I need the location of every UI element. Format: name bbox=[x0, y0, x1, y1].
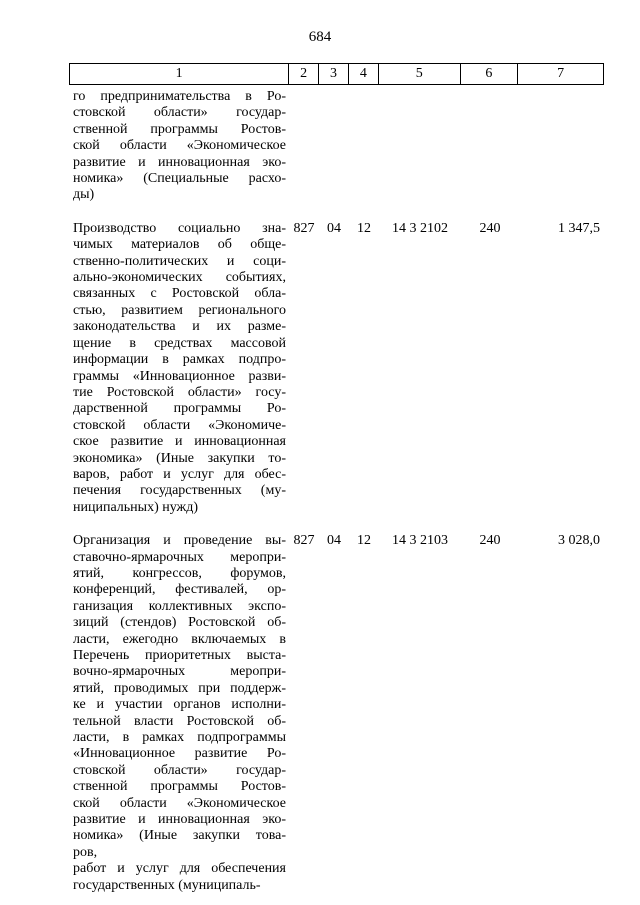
description-line: Организация и проведение вы- bbox=[73, 533, 286, 549]
description-line: го предпринимательства в Ро- bbox=[73, 89, 286, 104]
description-line: чимых материалов об обще- bbox=[73, 237, 286, 253]
description-line: стью, развитием регионального bbox=[73, 302, 286, 318]
column-header-2: 2 bbox=[289, 64, 319, 84]
description-line: граммы «Инновационное разви- bbox=[73, 368, 286, 384]
row-gap bbox=[69, 516, 604, 533]
description-line: ское развитие и инновационная bbox=[73, 434, 286, 450]
description-line: Перечень приоритетных выста- bbox=[73, 648, 286, 663]
table-body bbox=[69, 89, 604, 894]
table-header bbox=[69, 63, 604, 85]
cell-c2: 827 bbox=[293, 533, 315, 549]
description-line: ласти, в рамках подпрограммы bbox=[73, 730, 286, 746]
table-row bbox=[69, 533, 604, 894]
row-description bbox=[69, 221, 289, 516]
description-line: стовской области» государ- bbox=[73, 105, 286, 121]
description-line: вочно-ярмарочных меропри- bbox=[73, 664, 286, 680]
description-line: развитие и инновационная эко- bbox=[73, 812, 286, 828]
description-line: ке и участии органов исполни- bbox=[73, 697, 286, 713]
column-header-7: 7 bbox=[557, 66, 565, 81]
description-line: ставочно-ярмарочных меропри- bbox=[73, 549, 286, 565]
description-line: информации в рамках подпро- bbox=[73, 352, 286, 368]
description-line: дарственной программы Ро- bbox=[73, 401, 286, 417]
description-line: ятий, проводимых при поддерж- bbox=[73, 680, 286, 696]
cell-c5: 14 3 2103 bbox=[392, 533, 448, 549]
description-line: печения государственных (му- bbox=[73, 483, 286, 499]
cell-c7 bbox=[519, 89, 604, 204]
cell-c2: 827 bbox=[293, 220, 315, 236]
page-number: 684 bbox=[308, 29, 332, 45]
description-line: варов, работ и услуг для обес- bbox=[73, 466, 286, 482]
description-line: ров, bbox=[73, 844, 98, 860]
description-line: номика» (Иные закупки това- bbox=[73, 828, 286, 844]
description-line: конференций, фестивалей, ор- bbox=[73, 582, 286, 598]
row-description bbox=[69, 89, 289, 204]
cell-c4: 12 bbox=[357, 220, 371, 236]
row-description bbox=[69, 533, 289, 894]
cell-c4: 12 bbox=[357, 533, 371, 549]
description-line: законодательства и их разме- bbox=[73, 319, 286, 335]
description-line: ально-экономических событиях, bbox=[73, 270, 286, 286]
cell-c3: 04 bbox=[327, 220, 341, 236]
description-line: экономика» (Иные закупки то- bbox=[73, 450, 286, 466]
column-header-3: 3 bbox=[319, 64, 349, 84]
table-row bbox=[69, 221, 604, 516]
description-line: ниципальных) нужд) bbox=[73, 499, 198, 515]
description-line: государственных (муниципаль- bbox=[73, 877, 261, 893]
cell-c6: 240 bbox=[479, 220, 501, 236]
description-line: стовской области «Экономиче- bbox=[73, 417, 286, 433]
column-header-6: 6 bbox=[461, 64, 519, 84]
description-line: «Инновационное развитие Ро- bbox=[73, 746, 286, 762]
column-header-4: 4 bbox=[349, 64, 379, 84]
cell-c6 bbox=[461, 89, 519, 204]
cell-c3 bbox=[319, 89, 349, 204]
column-header-1: 1 bbox=[70, 64, 289, 84]
description-line: ственной программы Ростов- bbox=[73, 121, 286, 137]
description-line: ственно-политических и соци- bbox=[73, 253, 286, 269]
description-line: ственной программы Ростов- bbox=[73, 779, 286, 795]
description-line: зиций (стендов) Ростовской об- bbox=[73, 615, 286, 631]
table-row bbox=[69, 89, 604, 204]
description-line: связанных с Ростовской обла- bbox=[73, 286, 286, 302]
description-line: ятий, конгрессов, форумов, bbox=[73, 565, 286, 581]
description-line: номика» (Специальные расхо- bbox=[73, 171, 286, 187]
description-line: ской области «Экономическое bbox=[73, 138, 286, 154]
column-header-5: 5 bbox=[379, 64, 461, 84]
cell-c5 bbox=[379, 89, 461, 204]
cell-c7: 1 347,5 bbox=[558, 220, 600, 236]
description-line: тельной власти Ростовской об- bbox=[73, 713, 286, 729]
description-line: щение в средствах массовой bbox=[73, 335, 286, 351]
cell-c3: 04 bbox=[327, 533, 341, 549]
cell-c5: 14 3 2102 bbox=[392, 220, 448, 236]
description-line: ской области «Экономическое bbox=[73, 795, 286, 811]
cell-c7: 3 028,0 bbox=[558, 533, 600, 549]
row-gap bbox=[69, 204, 604, 221]
description-line: работ и услуг для обеспечения bbox=[73, 861, 286, 877]
description-line: ды) bbox=[73, 187, 95, 203]
cell-c2 bbox=[289, 89, 319, 204]
description-line: развитие и инновационная эко- bbox=[73, 154, 286, 170]
description-line: ласти, ежегодно включаемых в bbox=[73, 631, 286, 647]
description-line: стовской области» государ- bbox=[73, 762, 286, 778]
description-line: ганизация коллективных экспо- bbox=[73, 598, 286, 614]
description-line: тие Ростовской области» госу- bbox=[73, 384, 286, 400]
cell-c4 bbox=[349, 89, 379, 204]
cell-c6: 240 bbox=[479, 533, 501, 549]
description-line: Производство социально зна- bbox=[73, 220, 286, 236]
